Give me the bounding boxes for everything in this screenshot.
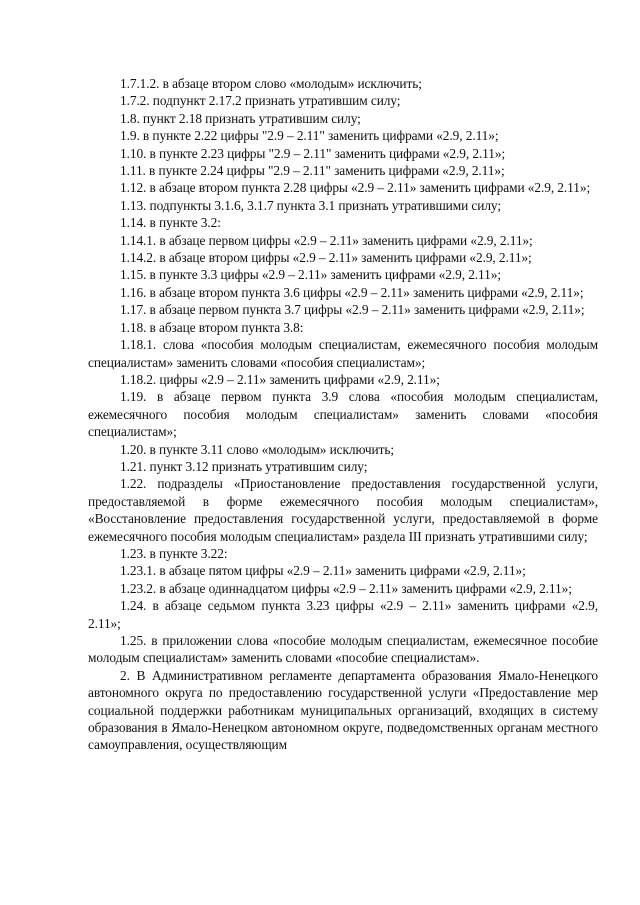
paragraph-1-8: 1.8. пункт 2.18 признать утратившим силу; [120,110,361,126]
paragraph-1-16: 1.16. в абзаце втором пункта 3.6 цифры «2.9 – 2.11» заменить цифрами «2.9, 2.11»; [120,284,584,300]
paragraph-1-15: 1.15. в пункте 3.3 цифры «2.9 – 2.11» заменить цифрами «2.9, 2.11»; [120,267,501,283]
paragraph-1-14-1: 1.14.1. в абзаце первом цифры «2.9 – 2.11» заменить цифрами «2.9, 2.11»; [120,232,533,248]
paragraph-1-10: 1.10. в пункте 2.23 цифры "2.9 – 2.11" заменить цифрами «2.9, 2.11»; [120,145,506,161]
paragraph-1-23-2: 1.23.2. в абзаце одиннадцатом цифры «2.9 – 2.11» заменить цифрами «2.9, 2.11»; [120,580,572,596]
paragraph-1-18: 1.18. в абзаце втором пункта 3.8: [120,319,304,335]
paragraph-1-23: 1.23. в пункте 3.22: [120,545,228,561]
paragraph-1-19: 1.19. в абзаце первом пункта 3.9 слова «пособия молодым специалистам, ежемесячного пособия молодым специалистам» заменить словами «пособия специалистам»; [88,389,598,440]
document-body [88,75,598,754]
paragraph-1-11: 1.11. в пункте 2.24 цифры "2.9 – 2.11" заменить цифрами «2.9, 2.11»; [120,163,505,179]
paragraph-1-21: 1.21. пункт 3.12 признать утратившим силу; [120,458,368,474]
paragraph-1-22: 1.22. подразделы «Приостановление предоставления государственной услуги, предоставляемой в форме ежемесячного пособия молодым специалистам», «Восстановление предоставления государственной услуги, предоставляемой в форме ежемесячного пособия молодым специалистам» раздела III признать утратившими силу; [88,476,598,544]
paragraph-1-24: 1.24. в абзаце седьмом пункта 3.23 цифры «2.9 – 2.11» заменить цифрами «2.9, 2.11»; [88,598,598,631]
paragraph-1-25: 1.25. в приложении слова «пособие молодым специалистам, ежемесячное пособие молодым специалистам» заменить словами «пособие специалистам». [88,633,598,666]
paragraph-1-18-2: 1.18.2. цифры «2.9 – 2.11» заменить цифрами «2.9, 2.11»; [120,371,440,387]
paragraph-1-13: 1.13. подпункты 3.1.6, 3.1.7 пункта 3.1 признать утратившими силу; [120,197,501,213]
paragraph-1-17: 1.17. в абзаце первом пункта 3.7 цифры «2.9 – 2.11» заменить цифрами «2.9, 2.11»; [120,302,585,318]
paragraph-1-23-1: 1.23.1. в абзаце пятом цифры «2.9 – 2.11» заменить цифрами «2.9, 2.11»; [120,563,526,579]
paragraph-2: 2. В Административном регламенте департамента образования Ямало-Ненецкого автономного округа по предоставлению государственной услуги «Предоставление мер социальной поддержки работникам муниципальных организаций, входящих в систему образования в Ямало-Ненецком автономном округе, подведомственных органам местного самоуправления, осуществляющим [88,667,598,753]
paragraph-1-7-2: 1.7.2. подпункт 2.17.2 признать утратившим силу; [120,93,401,109]
paragraph-1-18-1: 1.18.1. слова «пособия молодым специалистам, ежемесячного пособия молодым специалистам» заменить словами «пособия специалистам»; [88,337,598,370]
paragraph-1-20: 1.20. в пункте 3.11 слово «молодым» исключить; [120,441,394,457]
paragraph-1-7-1-2: 1.7.1.2. в абзаце втором слово «молодым» исключить; [120,76,422,91]
paragraph-1-9: 1.9. в пункте 2.22 цифры "2.9 – 2.11" заменить цифрами «2.9, 2.11»; [120,128,499,144]
paragraph-1-12: 1.12. в абзаце втором пункта 2.28 цифры «2.9 – 2.11» заменить цифрами «2.9, 2.11»; [120,180,591,196]
paragraph-1-14-2: 1.14.2. в абзаце втором цифры «2.9 – 2.11» заменить цифрами «2.9, 2.11»; [120,250,532,266]
paragraph-1-14: 1.14. в пункте 3.2: [120,215,221,231]
